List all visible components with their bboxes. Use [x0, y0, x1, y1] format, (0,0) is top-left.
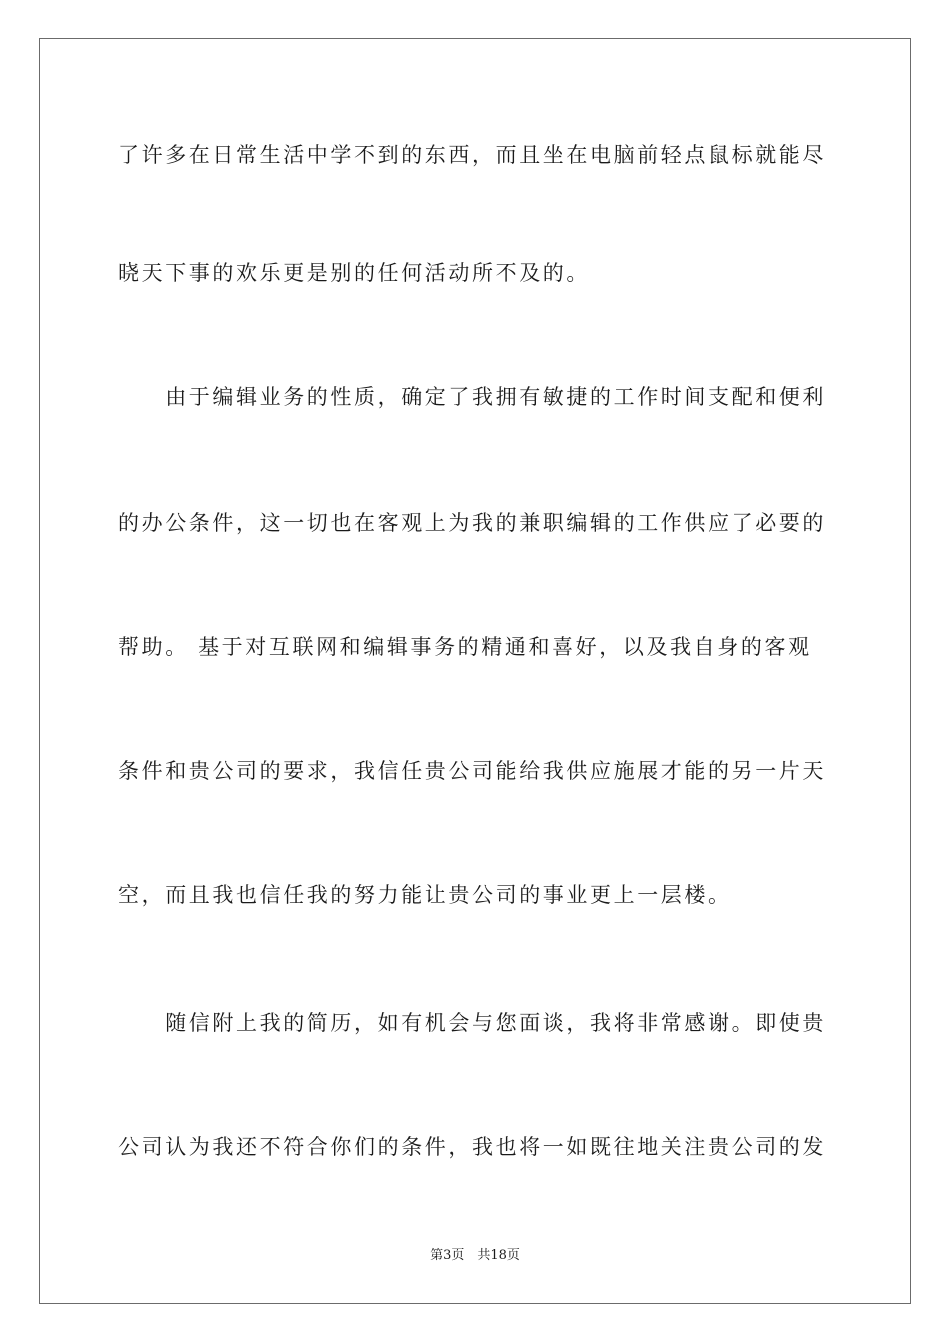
body-text-line: 随信附上我的简历，如有机会与您面谈，我将非常感谢。即使贵: [118, 1011, 826, 1035]
body-text-line: 公司认为我还不符合你们的条件，我也将一如既往地关注贵公司的发: [118, 1135, 826, 1159]
body-text-line: 晓天下事的欢乐更是别的任何活动所不及的。: [118, 261, 590, 285]
body-text-line: 条件和贵公司的要求，我信任贵公司能给我供应施展才能的另一片天: [118, 759, 826, 783]
body-text-line: 由于编辑业务的性质，确定了我拥有敏捷的工作时间支配和便利: [118, 385, 826, 409]
body-text-line: 帮助。 基于对互联网和编辑事务的精通和喜好，以及我自身的客观: [118, 635, 812, 659]
body-text-line: 的办公条件，这一切也在客观上为我的兼职编辑的工作供应了必要的: [118, 511, 826, 535]
page-number-footer: 第3页 共18页: [430, 1248, 520, 1263]
body-text-line: 了许多在日常生活中学不到的东西，而且坐在电脑前轻点鼠标就能尽: [118, 143, 826, 167]
page-border: [39, 38, 911, 1304]
body-text-line: 空，而且我也信任我的努力能让贵公司的事业更上一层楼。: [118, 883, 732, 907]
